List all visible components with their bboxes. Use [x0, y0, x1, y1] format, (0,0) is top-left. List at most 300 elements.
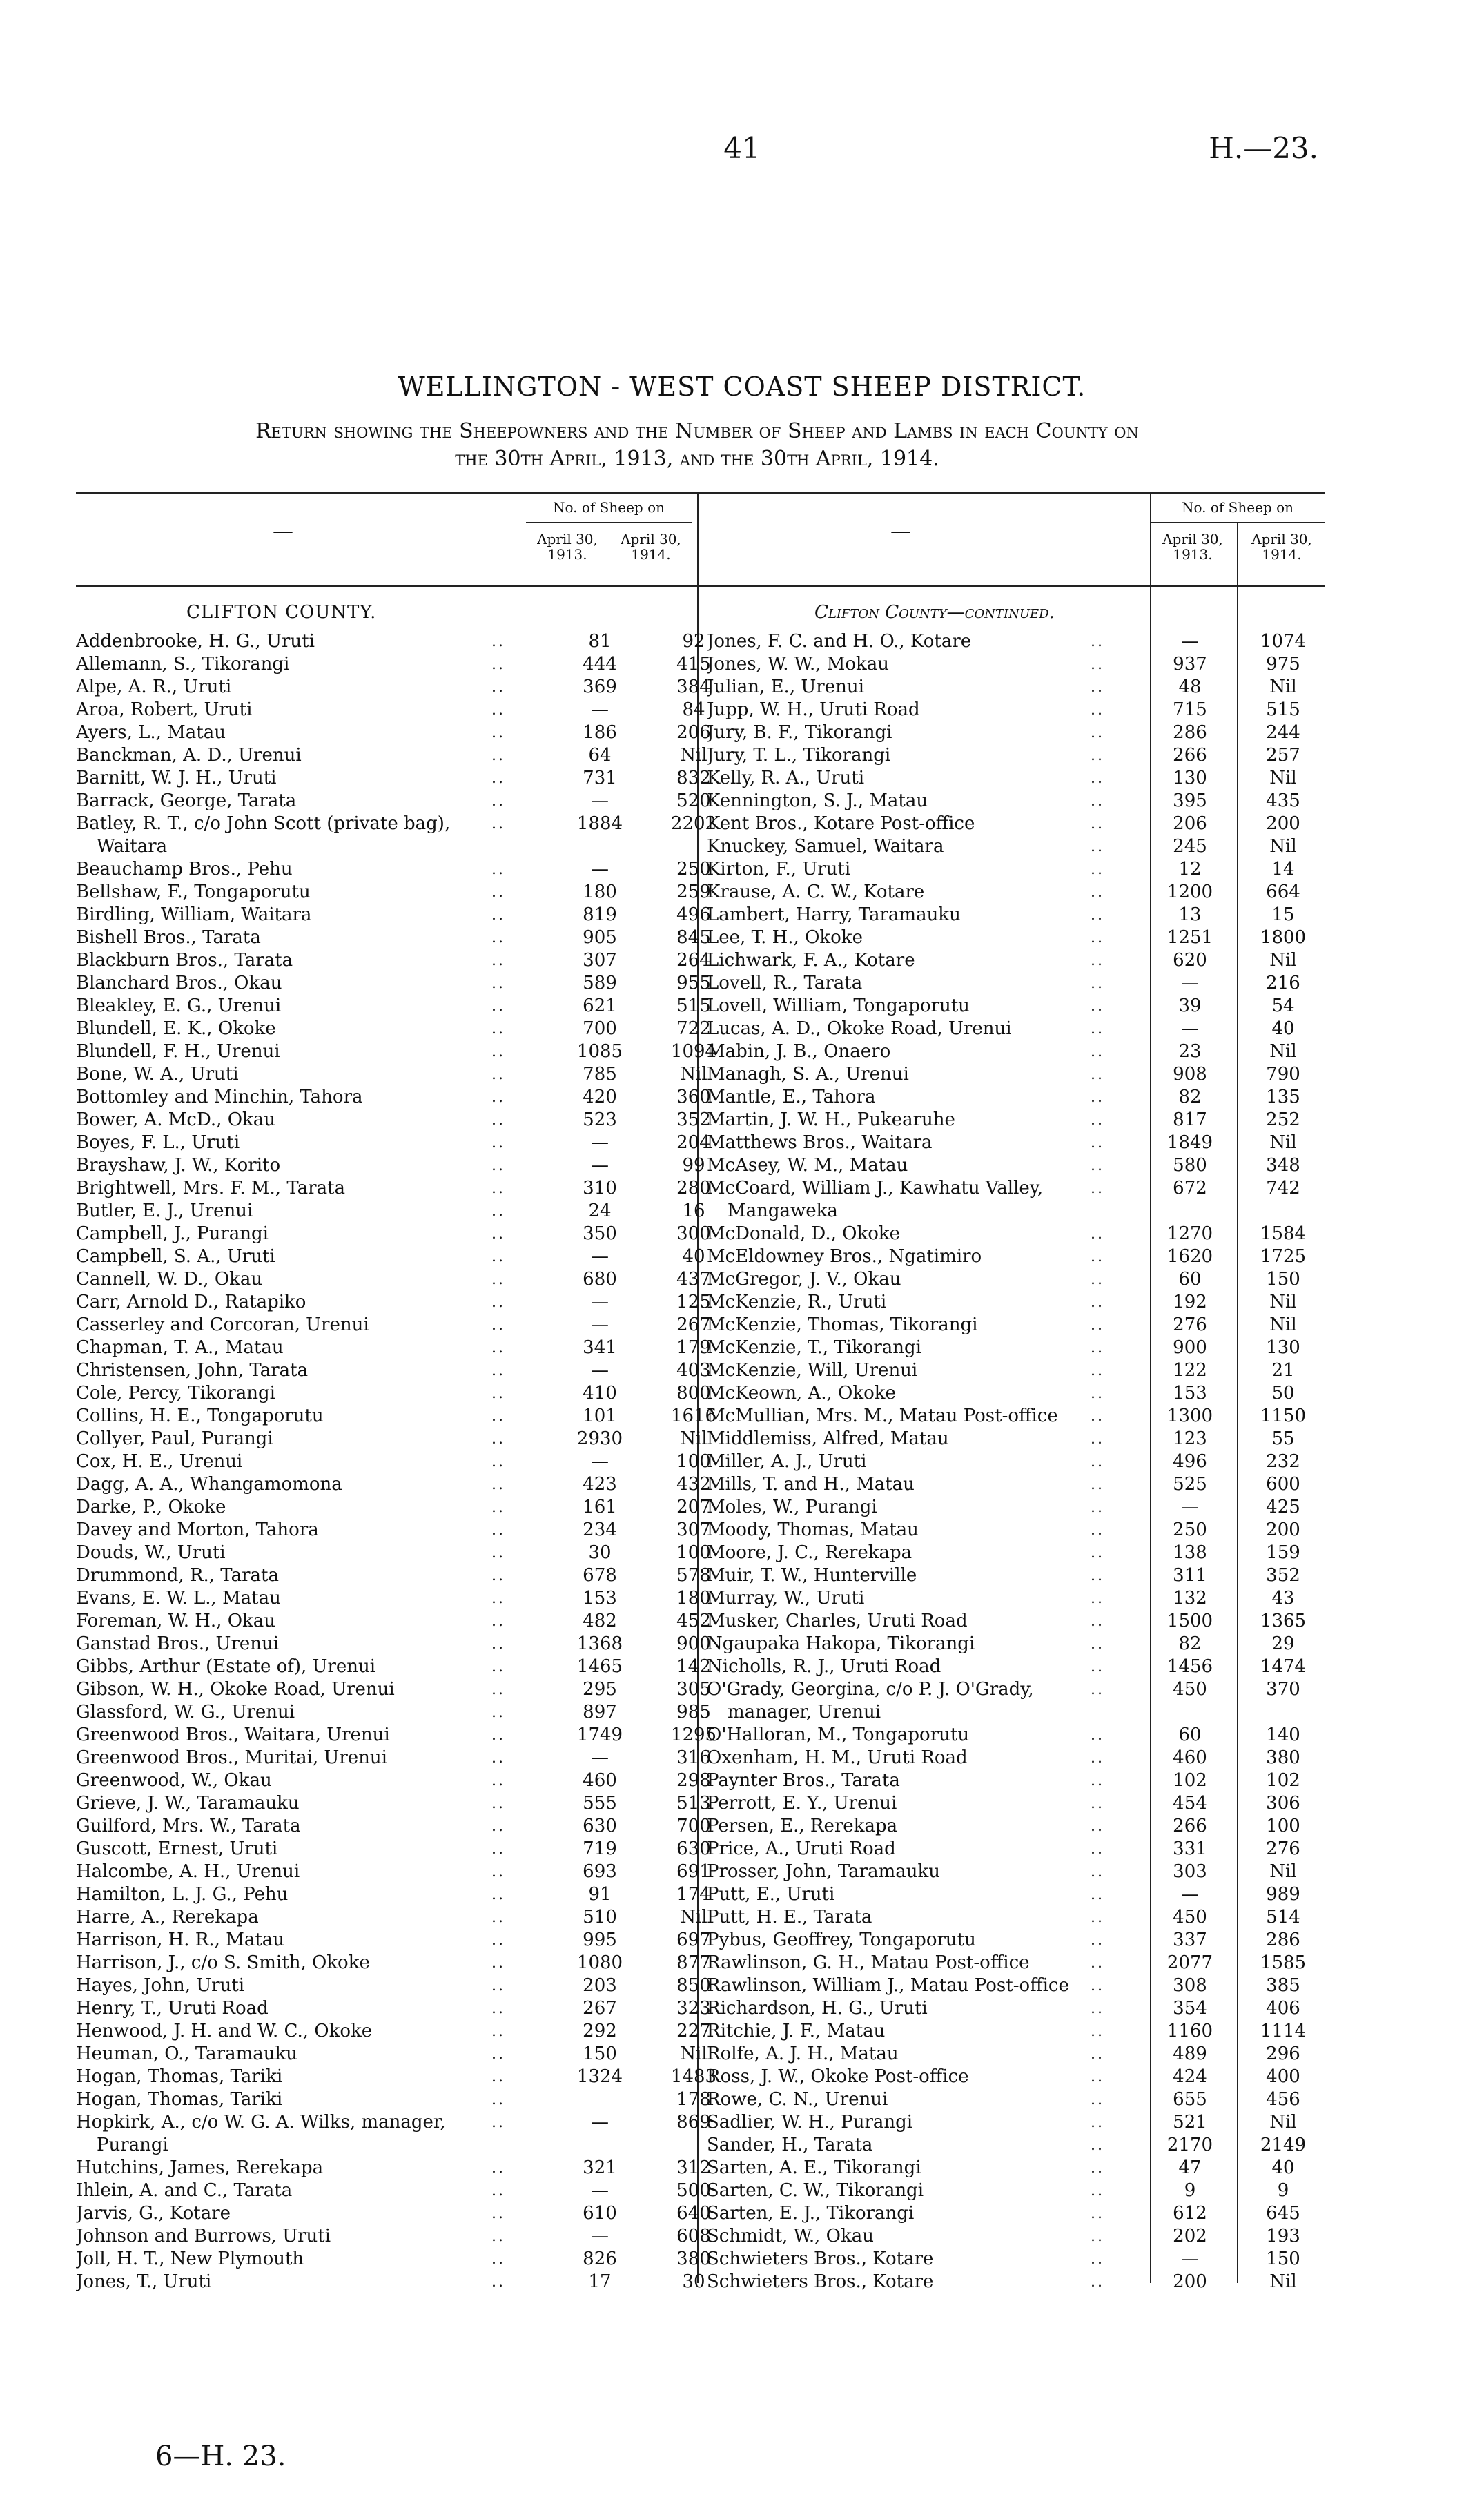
owner-name: Mills, T. and H., Matau [707, 1474, 915, 1495]
owner-name: Julian, E., Urenui [707, 677, 864, 697]
table-row [707, 1769, 1328, 1792]
table-row [707, 926, 1328, 949]
leader-dots: .. [1091, 1271, 1104, 1288]
sheep-1914: 312 [676, 2157, 711, 2178]
leader-dots: .. [491, 1954, 505, 1972]
sheep-1913: 9 [1184, 2180, 1196, 2201]
table-row [76, 1815, 711, 1838]
sheep-1913: 395 [1173, 790, 1207, 811]
owner-name: Blundell, F. H., Urenui [76, 1041, 280, 1062]
sheep-1914: 520 [676, 790, 711, 811]
sheep-1914: 348 [1266, 1155, 1300, 1176]
sheep-1914: 43 [1271, 1588, 1295, 1609]
owner-name: Sadlier, W. H., Purangi [707, 2112, 913, 2133]
sheep-1913: — [591, 1246, 609, 1267]
sheep-1913: 369 [583, 677, 617, 697]
leader-dots: .. [1091, 1476, 1104, 1493]
leader-dots: .. [1091, 1066, 1104, 1083]
sheep-1914: 1800 [1260, 927, 1307, 948]
owner-name: Bone, W. A., Uruti [76, 1064, 239, 1085]
owner-name: Krause, A. C. W., Kotare [707, 882, 925, 902]
leader-dots: .. [1091, 1590, 1104, 1607]
owner-name: McKenzie, T., Tikorangi [707, 1337, 921, 1358]
leader-dots: .. [1091, 1089, 1104, 1106]
owner-name: manager, Urenui [728, 1702, 881, 1722]
table-row [707, 1154, 1328, 1177]
sheep-1914: 30 [682, 2271, 705, 2292]
sheep-1914: 14 [1271, 859, 1295, 880]
leader-dots: .. [1091, 1248, 1104, 1265]
sheep-1914: 1474 [1260, 1656, 1307, 1677]
table-row [707, 1952, 1328, 1974]
sheep-1914: 600 [1266, 1474, 1300, 1495]
sheep-1913: 23 [1178, 1041, 1202, 1062]
sheep-1914: 415 [676, 654, 711, 674]
owner-name: O'Grady, Georgina, c/o P. J. O'Grady, [707, 1679, 1034, 1700]
table-row [76, 1838, 711, 1861]
owner-name: Gibbs, Arthur (Estate of), Urenui [76, 1656, 376, 1677]
leader-dots: .. [1091, 1818, 1104, 1835]
sheep-1914: 2202 [670, 813, 717, 834]
leader-dots: .. [1091, 1954, 1104, 1972]
sheep-1913: 1080 [576, 1952, 623, 1973]
table-row [707, 813, 1328, 835]
sheep-1914: 877 [676, 1952, 711, 1973]
sheep-1913: 444 [583, 654, 617, 674]
table-row [707, 1086, 1328, 1109]
owner-name: Greenwood Bros., Waitara, Urenui [76, 1725, 390, 1745]
right-column-rows [707, 630, 1328, 2292]
owner-name: Ross, J. W., Okoke Post-office [707, 2066, 969, 2087]
leader-dots: .. [1091, 1522, 1104, 1539]
sheep-1913: 153 [1173, 1383, 1207, 1404]
leader-dots: .. [491, 2159, 505, 2177]
owner-name: Paynter Bros., Tarata [707, 1770, 900, 1791]
owner-name: Waitara [97, 836, 168, 857]
sheep-1913: 292 [583, 2021, 617, 2041]
owner-name: Lee, T. H., Okoke [707, 927, 863, 948]
owner-name: Ayers, L., Matau [76, 722, 226, 743]
sheep-1913: 130 [1173, 768, 1207, 788]
sheep-1913: — [1181, 1884, 1199, 1905]
leader-dots: .. [491, 1544, 505, 1562]
sheep-1914: 100 [676, 1451, 711, 1472]
owner-name: Bleakley, E. G., Urenui [76, 996, 282, 1016]
sheep-1913: 153 [583, 1588, 617, 1609]
owner-name: McEldowney Bros., Ngatimiro [707, 1246, 982, 1267]
table-row [76, 2248, 711, 2271]
sheep-1913: — [591, 1451, 609, 1472]
table-row [707, 1450, 1328, 1473]
leader-dots: .. [491, 1020, 505, 1038]
owner-name: Campbell, J., Purangi [76, 1223, 269, 1244]
sheep-1914: 664 [1266, 882, 1300, 902]
owner-name: Jury, B. F., Tikorangi [707, 722, 892, 743]
owner-name: Henwood, J. H. and W. C., Okoke [76, 2021, 373, 2041]
sheep-1913: 1200 [1166, 882, 1213, 902]
leader-dots: .. [491, 2205, 505, 2222]
owner-name: Cole, Percy, Tikorangi [76, 1383, 275, 1404]
leader-dots: .. [491, 2091, 505, 2108]
table-row [707, 995, 1328, 1018]
leader-dots: .. [491, 1567, 505, 1584]
leader-dots: .. [491, 1043, 505, 1060]
leader-dots: .. [1091, 906, 1104, 924]
sheep-1914: Nil [680, 1428, 707, 1449]
sheep-1913: 2930 [576, 1428, 623, 1449]
owner-name: Hogan, Thomas, Tariki [76, 2089, 283, 2110]
table-row [76, 835, 697, 858]
leader-dots: .. [1091, 1020, 1104, 1038]
owner-name: Alpe, A. R., Uruti [76, 677, 232, 697]
leader-dots: .. [491, 770, 505, 787]
sheep-1914: 207 [676, 1497, 711, 1517]
sheep-1914: Nil [1269, 1861, 1297, 1882]
owner-name: Guilford, Mrs. W., Tarata [76, 1816, 301, 1836]
owner-name: Bower, A. McD., Okau [76, 1109, 276, 1130]
owner-name: Rolfe, A. J. H., Matau [707, 2043, 899, 2064]
leader-dots: .. [491, 1203, 505, 1220]
owner-name: Boyes, F. L., Uruti [76, 1132, 240, 1153]
leader-dots: .. [491, 1225, 505, 1243]
sheep-1913: 307 [583, 950, 617, 971]
leader-dots: .. [491, 1317, 505, 1334]
sheep-1914: 515 [1266, 699, 1300, 720]
sheep-1914: Nil [1269, 1314, 1297, 1335]
leader-dots: .. [1091, 2251, 1104, 2268]
leader-dots: .. [491, 1180, 505, 1197]
leader-dots: .. [491, 2228, 505, 2245]
sheep-1913: 48 [1178, 677, 1202, 697]
sheep-1913: 102 [1173, 1770, 1207, 1791]
owner-name: Chapman, T. A., Matau [76, 1337, 284, 1358]
owner-name: Johnson and Burrows, Uruti [76, 2226, 331, 2246]
table-row [707, 1177, 1328, 1200]
owner-name: Moore, J. C., Rerekapa [707, 1542, 912, 1563]
table-row [707, 1906, 1328, 1929]
table-row [707, 2180, 1328, 2202]
owner-name: Hamilton, L. J. G., Pehu [76, 1884, 289, 1905]
leader-dots: .. [491, 1453, 505, 1470]
table-row [707, 1405, 1328, 1428]
leader-dots: .. [1091, 1977, 1104, 1994]
table-row [76, 2043, 707, 2066]
owner-name: Kennington, S. J., Matau [707, 790, 928, 811]
sheep-1913: 202 [1173, 2226, 1207, 2246]
footer-reference: 6—H. 23. [155, 2440, 286, 2472]
sheep-1914: Nil [1269, 677, 1297, 697]
subtitle [76, 418, 1318, 473]
leader-dots: .. [1091, 1909, 1104, 1926]
leader-dots: .. [491, 1499, 505, 1516]
table-row [76, 1519, 711, 1542]
sheep-1914: 100 [676, 1542, 711, 1563]
owner-name: Mabin, J. B., Onaero [707, 1041, 891, 1062]
owner-name: Kelly, R. A., Uruti [707, 768, 865, 788]
leader-dots: .. [491, 1271, 505, 1288]
table-row [76, 995, 711, 1018]
table-row [76, 1245, 705, 1268]
sheep-1913: 1456 [1166, 1656, 1213, 1677]
sheep-1913: 1085 [576, 1041, 623, 1062]
sheep-1914: 150 [1266, 2249, 1300, 2269]
table-row [707, 1633, 1328, 1656]
sheep-1913: 192 [1173, 1292, 1207, 1312]
owner-name: Hogan, Thomas, Tariki [76, 2066, 283, 2087]
table-row [76, 2111, 711, 2134]
owner-name: Batley, R. T., c/o John Scott (private bag), [76, 813, 451, 834]
sheep-1913: 82 [1178, 1087, 1202, 1107]
sheep-1913: 905 [583, 927, 617, 948]
sheep-1913: 496 [1173, 1451, 1207, 1472]
sheep-1913: 995 [583, 1930, 617, 1950]
table-row [76, 949, 711, 972]
sheep-1914: 432 [676, 1474, 711, 1495]
table-row [76, 1792, 711, 1815]
leader-dots: .. [491, 701, 505, 719]
sheep-1913: 354 [1173, 1998, 1207, 2019]
table-row [76, 1633, 711, 1656]
leader-dots: .. [1091, 747, 1104, 764]
sheep-1914: Nil [680, 1064, 707, 1085]
sheep-1913: 341 [583, 1337, 617, 1358]
sheep-1914: 697 [676, 1930, 711, 1950]
table-row [707, 904, 1328, 926]
table-row [76, 1610, 711, 1633]
sheep-1913: 122 [1173, 1360, 1207, 1381]
table-row [76, 744, 707, 767]
sheep-1914: 150 [1266, 1269, 1300, 1290]
owner-name: Davey and Morton, Tahora [76, 1520, 319, 1540]
owner-name: McMullian, Mrs. M., Matau Post-office [707, 1406, 1058, 1426]
table-row [76, 1405, 717, 1428]
sheep-1913: — [591, 699, 609, 720]
leader-dots: .. [1091, 2091, 1104, 2108]
owner-name: Lichwark, F. A., Kotare [707, 950, 915, 971]
table-row [76, 1587, 711, 1610]
leader-dots: .. [1091, 1749, 1104, 1767]
owner-name: Ritchie, J. F., Matau [707, 2021, 886, 2041]
sheep-1914: 425 [1266, 1497, 1300, 1517]
leader-dots: .. [1091, 2068, 1104, 2086]
sheep-1913: 39 [1178, 996, 1202, 1016]
sheep-1913: 897 [583, 1702, 617, 1722]
table-row [707, 2157, 1328, 2180]
owner-name: Sarten, E. J., Tikorangi [707, 2203, 915, 2224]
owner-name: Greenwood Bros., Muritai, Urenui [76, 1747, 387, 1768]
table-row [76, 1952, 711, 1974]
sheep-1913: 525 [1173, 1474, 1207, 1495]
sheep-1914: 140 [1266, 1725, 1300, 1745]
leader-dots: .. [1091, 975, 1104, 992]
sheep-1914: 1483 [670, 2066, 717, 2087]
leader-dots: .. [491, 656, 505, 673]
leader-dots: .. [1091, 952, 1104, 969]
right-col-1913 [1151, 532, 1234, 562]
table-row [707, 1109, 1328, 1132]
leader-dots: .. [1091, 1841, 1104, 1858]
sheep-1914: 832 [676, 768, 711, 788]
table-row [76, 1861, 711, 1883]
leader-dots: .. [491, 1157, 505, 1174]
table-row [707, 1200, 1328, 1223]
owner-name: Collyer, Paul, Purangi [76, 1428, 273, 1449]
sheep-1914: 452 [676, 1611, 711, 1631]
leader-dots: .. [491, 2046, 505, 2063]
owner-name: Lovell, William, Tongaporutu [707, 996, 970, 1016]
owner-name: Evans, E. W. L., Matau [76, 1588, 281, 1609]
table-row [707, 721, 1328, 744]
sheep-1914: 400 [1266, 2066, 1300, 2087]
owner-name: Joll, H. T., New Plymouth [76, 2249, 304, 2269]
sheep-1914: 244 [1266, 722, 1300, 743]
sheep-1914: 1585 [1260, 1952, 1307, 1973]
leader-dots: .. [1091, 1385, 1104, 1402]
sheep-1914: 1094 [670, 1041, 717, 1062]
table-row [76, 721, 711, 744]
owner-name: Butler, E. J., Urenui [76, 1201, 253, 1221]
left-col-1913-line2: 1913. [547, 546, 587, 563]
table-row [76, 2225, 711, 2248]
sheep-1914: 975 [1266, 654, 1300, 674]
owner-name: Bellshaw, F., Tongaporutu [76, 882, 311, 902]
owner-name: Sander, H., Tarata [707, 2135, 873, 2155]
sheep-1913: — [591, 1314, 609, 1335]
table-row [707, 1701, 1328, 1724]
owner-name: Barrack, George, Tarata [76, 790, 297, 811]
table-row [76, 1906, 707, 1929]
leader-dots: .. [1091, 1567, 1104, 1584]
owner-name: Jury, T. L., Tikorangi [707, 745, 891, 766]
sheep-1914: 102 [1266, 1770, 1300, 1791]
owner-name: Sarten, A. E., Tikorangi [707, 2157, 921, 2178]
leader-dots: .. [491, 1385, 505, 1402]
sheep-1913: 267 [583, 1998, 617, 2019]
owner-name: Mangaweka [728, 1201, 838, 1221]
table-row [707, 2134, 1328, 2157]
table-row [707, 744, 1328, 767]
owner-name: Barnitt, W. J. H., Uruti [76, 768, 277, 788]
sheep-1913: — [591, 790, 609, 811]
table-row [707, 2088, 1328, 2111]
owner-name: Middlemiss, Alfred, Matau [707, 1428, 949, 1449]
sheep-1914: 435 [1266, 790, 1300, 811]
sheep-1914: 1295 [670, 1725, 717, 1745]
leader-dots: .. [1091, 1613, 1104, 1630]
leader-dots: .. [1091, 2023, 1104, 2040]
sheep-1914: 306 [1266, 1793, 1300, 1814]
sheep-1913: 13 [1178, 904, 1202, 925]
sheep-1914: 608 [676, 2226, 711, 2246]
leader-dots: .. [491, 1294, 505, 1311]
sheep-1913: 180 [583, 882, 617, 902]
leader-dots: .. [491, 1430, 505, 1448]
sheep-1913: 200 [1173, 2271, 1207, 2292]
owner-name: Grieve, J. W., Taramauku [76, 1793, 300, 1814]
owner-name: Hutchins, James, Rerekapa [76, 2157, 324, 2178]
sheep-1914: 16 [682, 1201, 705, 1221]
sheep-1914: 989 [1266, 1884, 1300, 1905]
sheep-1913: 672 [1173, 1178, 1207, 1198]
sheep-1914: 742 [1266, 1178, 1300, 1198]
owner-name: Jupp, W. H., Uruti Road [707, 699, 920, 720]
table-row [76, 1223, 711, 1245]
leader-dots: .. [491, 2182, 505, 2200]
sheep-1914: 1074 [1260, 631, 1307, 652]
table-row [707, 630, 1328, 653]
sheep-1914: 159 [1266, 1542, 1300, 1563]
left-column-rows [76, 630, 717, 2292]
table-row [76, 1678, 711, 1701]
sheep-1913: — [1181, 1018, 1199, 1039]
sheep-1914: 691 [676, 1861, 711, 1882]
leader-dots: .. [491, 1977, 505, 1994]
sheep-1914: 142 [676, 1656, 711, 1677]
left-col-1913-line1: April 30, [537, 531, 598, 547]
owner-name: Halcombe, A. H., Urenui [76, 1861, 300, 1882]
sheep-1914: 403 [676, 1360, 711, 1381]
owner-name: Sarten, C. W., Tikorangi [707, 2180, 924, 2201]
owner-name: Collins, H. E., Tongaporutu [76, 1406, 324, 1426]
owner-name: Richardson, H. G., Uruti [707, 1998, 928, 2019]
table-row [707, 699, 1328, 721]
sheep-1914: 700 [676, 1816, 711, 1836]
sheep-1914: 869 [676, 2112, 711, 2133]
sheep-1914: 174 [676, 1884, 711, 1905]
sheep-1914: Nil [1269, 1292, 1297, 1312]
sheep-1913: 521 [1173, 2112, 1207, 2133]
right-col-1913-line1: April 30, [1162, 531, 1223, 547]
sheep-1914: 722 [676, 1018, 711, 1039]
sheep-1913: — [591, 1360, 609, 1381]
table-row [707, 1496, 1328, 1519]
owner-name: Kent Bros., Kotare Post-office [707, 813, 975, 834]
leader-dots: .. [1091, 1317, 1104, 1334]
owner-name: Ngaupaka Hakopa, Tikorangi [707, 1633, 975, 1654]
sheep-1914: 40 [682, 1246, 705, 1267]
leader-dots: .. [1091, 2000, 1104, 2017]
sheep-1914: Nil [1269, 836, 1297, 857]
sheep-1914: 250 [676, 859, 711, 880]
table-row [707, 1929, 1328, 1952]
owner-name: Bottomley and Minchin, Tahora [76, 1087, 363, 1107]
table-row [76, 1564, 711, 1587]
table-row [76, 1701, 711, 1724]
leader-dots: .. [1091, 633, 1104, 650]
sheep-1914: 180 [676, 1588, 711, 1609]
sheep-1914: Nil [1269, 1132, 1297, 1153]
sheep-1913: 1849 [1166, 1132, 1213, 1153]
leader-dots: .. [491, 747, 505, 764]
owner-name: McKenzie, Will, Urenui [707, 1360, 918, 1381]
table-row [707, 1678, 1328, 1701]
table-row [707, 2271, 1328, 2293]
sheep-1913: 555 [583, 1793, 617, 1814]
sheep-1914: 267 [676, 1314, 711, 1335]
table-row [707, 1997, 1328, 2020]
table-row [76, 1974, 711, 1997]
owner-name: Schmidt, W., Okau [707, 2226, 874, 2246]
owner-name: Gibson, W. H., Okoke Road, Urenui [76, 1679, 395, 1700]
sheep-1913: 331 [1173, 1838, 1207, 1859]
owner-name: Drummond, R., Tarata [76, 1565, 279, 1586]
leader-dots: .. [1091, 1180, 1104, 1197]
sheep-1913: 60 [1178, 1725, 1202, 1745]
sheep-1914: Nil [680, 745, 707, 766]
leader-dots: .. [491, 1909, 505, 1926]
sheep-1914: 100 [1266, 1816, 1300, 1836]
sheep-1913: 266 [1173, 745, 1207, 766]
